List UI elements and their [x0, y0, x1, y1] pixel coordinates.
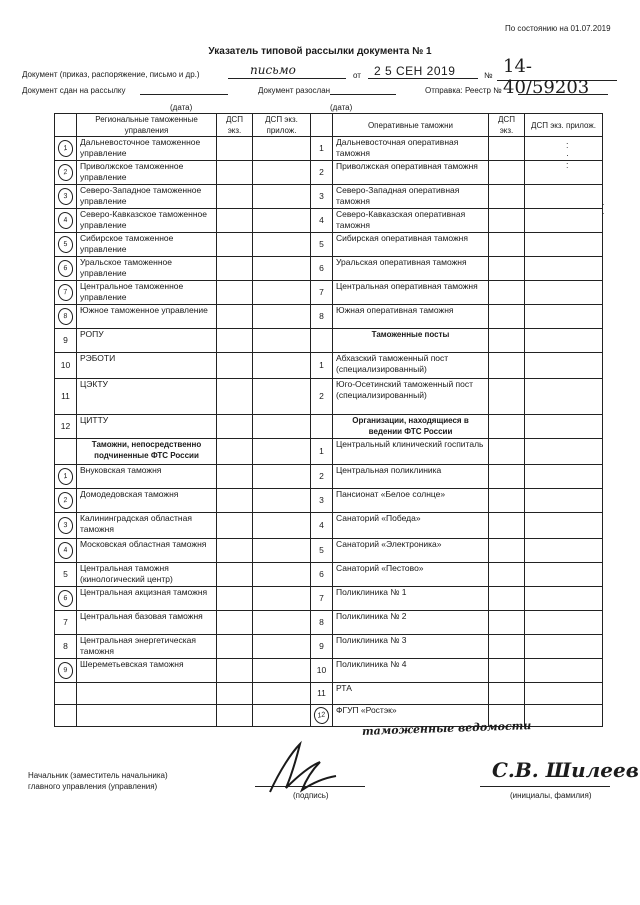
row-number: 2 — [319, 471, 324, 481]
row-number: 3 — [319, 191, 324, 201]
right-row-number — [311, 659, 333, 683]
left-dsp-copies — [217, 683, 253, 705]
right-recipient: Юго-Осетинский таможенный пост (специализированный) — [333, 379, 489, 415]
table-row — [55, 539, 603, 563]
right-recipient: Санаторий «Победа» — [333, 513, 489, 539]
left-row-number — [55, 465, 77, 489]
left-dsp-attachments — [253, 489, 311, 513]
row-number: 6 — [319, 569, 324, 579]
row-number: 10 — [60, 360, 71, 370]
left-recipient — [77, 683, 217, 705]
left-recipient: Северо-Западное таможенное управление — [77, 185, 217, 209]
left-row-number — [55, 563, 77, 587]
right-row-number — [311, 587, 333, 611]
left-row-number — [55, 185, 77, 209]
right-dsp-attachments — [525, 233, 603, 257]
row-number: 8 — [63, 641, 68, 651]
right-dsp-copies — [489, 659, 525, 683]
right-dsp-copies — [489, 137, 525, 161]
right-row-number — [311, 353, 333, 379]
right-dsp-attachments — [525, 353, 603, 379]
left-dsp-copies — [217, 353, 253, 379]
right-dsp-attachments — [525, 281, 603, 305]
left-row-number — [55, 353, 77, 379]
table-row — [55, 587, 603, 611]
left-recipient: Южное таможенное управление — [77, 305, 217, 329]
row-number: 2 — [319, 391, 324, 401]
left-dsp-copies — [217, 281, 253, 305]
left-recipient: Центральное таможенное управление — [77, 281, 217, 305]
left-dsp-copies — [217, 489, 253, 513]
left-recipient: Центральная базовая таможня — [77, 611, 217, 635]
right-row-number — [311, 185, 333, 209]
circled-number: 6 — [56, 259, 74, 279]
row-number: 7 — [63, 617, 68, 627]
row-number: 8 — [319, 617, 324, 627]
left-recipient: Центральная энергетическая таможня — [77, 635, 217, 659]
header-dsp-left: ДСП экз. — [217, 114, 253, 137]
left-dsp-copies — [217, 439, 253, 465]
left-dsp-attachments — [253, 257, 311, 281]
row-number: 9 — [319, 641, 324, 651]
circled-number: 9 — [56, 661, 74, 681]
right-row-number — [311, 257, 333, 281]
right-dsp-copies — [489, 329, 525, 353]
right-dsp-attachments — [525, 705, 603, 727]
right-dsp-attachments — [525, 329, 603, 353]
left-row-number — [55, 379, 77, 415]
header-regional: Региональные таможенные управления — [77, 114, 217, 137]
left-dsp-copies — [217, 563, 253, 587]
left-dsp-copies — [217, 185, 253, 209]
left-dsp-copies — [217, 659, 253, 683]
right-row-number — [311, 683, 333, 705]
right-row-number — [311, 489, 333, 513]
right-dsp-copies — [489, 257, 525, 281]
left-recipient: Центральная таможня (кинологический центр) — [77, 563, 217, 587]
row-number: 11 — [317, 688, 326, 698]
register-number-field — [518, 83, 608, 95]
circled-number: 1 — [56, 139, 74, 159]
left-dsp-attachments — [253, 439, 311, 465]
right-recipient: Приволжская оперативная таможня — [333, 161, 489, 185]
left-dsp-attachments — [253, 379, 311, 415]
left-dsp-copies — [217, 305, 253, 329]
right-dsp-attachments — [525, 415, 603, 439]
left-dsp-copies — [217, 415, 253, 439]
left-dsp-attachments — [253, 209, 311, 233]
table-row — [55, 439, 603, 465]
table-row — [55, 353, 603, 379]
distributed-date-field — [330, 83, 396, 95]
left-dsp-copies — [217, 513, 253, 539]
table-row — [55, 209, 603, 233]
right-dsp-copies — [489, 209, 525, 233]
left-dsp-attachments — [253, 705, 311, 727]
right-row-number — [311, 705, 333, 727]
header-dsp-right: ДСП экз. — [489, 114, 525, 137]
edge-marks: · · — [602, 200, 606, 218]
left-dsp-attachments — [253, 539, 311, 563]
right-dsp-copies — [489, 465, 525, 489]
right-row-number — [311, 415, 333, 439]
left-row-number — [55, 587, 77, 611]
left-row-number — [55, 233, 77, 257]
right-recipient: Санаторий «Пестово» — [333, 563, 489, 587]
table-row — [55, 329, 603, 353]
number-field — [497, 56, 617, 98]
row-number: 6 — [319, 263, 324, 273]
left-dsp-attachments — [253, 329, 311, 353]
table-row — [55, 305, 603, 329]
right-dsp-attachments — [525, 137, 603, 161]
circled-number: 4 — [56, 211, 74, 231]
left-dsp-copies — [217, 233, 253, 257]
right-dsp-attachments — [525, 209, 603, 233]
doc-number-handwritten: 14-40/59203 — [503, 56, 590, 98]
left-dsp-copies — [217, 161, 253, 185]
right-dsp-attachments — [525, 539, 603, 563]
left-recipient: Калининградская областная таможня — [77, 513, 217, 539]
row-number: 7 — [319, 593, 324, 603]
left-recipient: Уральское таможенное управление — [77, 257, 217, 281]
dispatch-label: Отправка: Реестр № — [425, 86, 502, 95]
left-row-number — [55, 635, 77, 659]
right-dsp-attachments — [525, 465, 603, 489]
header-dsp-att-right: ДСП экз. прилож. — [525, 114, 603, 137]
left-row-number — [55, 161, 77, 185]
right-dsp-attachments — [525, 611, 603, 635]
circled-number: 3 — [56, 187, 74, 207]
table-row — [55, 513, 603, 539]
row-number: 7 — [319, 287, 324, 297]
circled-number: 8 — [56, 307, 74, 327]
right-recipient: Санаторий «Электроника» — [333, 539, 489, 563]
from-label: от — [353, 71, 361, 80]
left-row-number — [55, 257, 77, 281]
right-recipient: Уральская оперативная таможня — [333, 257, 489, 281]
left-dsp-attachments — [253, 281, 311, 305]
right-recipient: Таможенные посты — [333, 329, 489, 353]
table-row — [55, 659, 603, 683]
right-row-number — [311, 329, 333, 353]
position-line-2: главного управления (управления) — [28, 782, 158, 791]
circled-number: 2 — [56, 491, 74, 511]
distribution-table — [54, 113, 603, 727]
row-number: 4 — [319, 520, 324, 530]
right-dsp-copies — [489, 539, 525, 563]
doc-type-handwritten: письмо — [250, 63, 296, 77]
left-recipient: Домодедовская таможня — [77, 489, 217, 513]
circled-number: 3 — [56, 516, 74, 536]
circled-number: 2 — [56, 163, 74, 183]
right-row-number — [311, 513, 333, 539]
right-row-number — [311, 635, 333, 659]
right-recipient: Абхазский таможенный пост (специализированный) — [333, 353, 489, 379]
signature-mark — [262, 740, 342, 798]
row-number: 4 — [319, 215, 324, 225]
left-dsp-copies — [217, 465, 253, 489]
left-dsp-attachments — [253, 513, 311, 539]
left-recipient: Сибирское таможенное управление — [77, 233, 217, 257]
table-row — [55, 379, 603, 415]
circled-number: 4 — [56, 541, 74, 561]
left-dsp-attachments — [253, 137, 311, 161]
right-dsp-attachments — [525, 439, 603, 465]
header-dsp-att-left: ДСП экз. прилож. — [253, 114, 311, 137]
row-number: 2 — [319, 167, 324, 177]
right-dsp-attachments — [525, 513, 603, 539]
row-number: 3 — [319, 495, 324, 505]
sent-date-caption: (дата) — [170, 103, 193, 112]
right-dsp-copies — [489, 305, 525, 329]
right-row-number — [311, 281, 333, 305]
left-recipient: Дальневосточное таможенное управление — [77, 137, 217, 161]
circled-number: 1 — [56, 467, 74, 487]
left-row-number — [55, 329, 77, 353]
row-number: 5 — [319, 239, 324, 249]
left-dsp-copies — [217, 137, 253, 161]
left-recipient: Шереметьевская таможня — [77, 659, 217, 683]
right-dsp-copies — [489, 353, 525, 379]
right-row-number — [311, 305, 333, 329]
header-num-right — [311, 114, 333, 137]
left-recipient: РЭБОТИ — [77, 353, 217, 379]
document-title: Указатель типовой рассылки документа № 1 — [208, 46, 432, 57]
header-operative: Оперативные таможни — [333, 114, 489, 137]
table-row — [55, 465, 603, 489]
left-dsp-attachments — [253, 185, 311, 209]
right-recipient: Поликлиника № 2 — [333, 611, 489, 635]
right-row-number — [311, 161, 333, 185]
distributed-label: Документ разослан — [258, 86, 331, 95]
circled-number: 7 — [56, 283, 74, 303]
right-dsp-copies — [489, 185, 525, 209]
table-row — [55, 281, 603, 305]
right-dsp-attachments — [525, 489, 603, 513]
left-recipient — [77, 705, 217, 727]
right-dsp-copies — [489, 439, 525, 465]
right-recipient: Северо-Западная оперативная таможня — [333, 185, 489, 209]
right-dsp-copies — [489, 281, 525, 305]
left-dsp-copies — [217, 635, 253, 659]
number-label: № — [484, 71, 493, 80]
left-row-number — [55, 137, 77, 161]
left-row-number — [55, 705, 77, 727]
right-recipient: Организации, находящиеся в ведении ФТС России — [333, 415, 489, 439]
left-row-number — [55, 281, 77, 305]
right-dsp-copies — [489, 415, 525, 439]
right-dsp-attachments — [525, 305, 603, 329]
left-row-number — [55, 683, 77, 705]
right-dsp-attachments — [525, 587, 603, 611]
left-row-number — [55, 611, 77, 635]
right-row-number — [311, 611, 333, 635]
right-recipient: Центральный клинический госпиталь — [333, 439, 489, 465]
right-row-number — [311, 209, 333, 233]
left-dsp-copies — [217, 587, 253, 611]
left-dsp-attachments — [253, 563, 311, 587]
right-dsp-copies — [489, 379, 525, 415]
row-number: 5 — [319, 545, 324, 555]
right-recipient: Сибирская оперативная таможня — [333, 233, 489, 257]
right-dsp-copies — [489, 635, 525, 659]
header-num-left — [55, 114, 77, 137]
table-row — [55, 563, 603, 587]
doc-type-label: Документ (приказ, распоряжение, письмо и др.) — [22, 70, 200, 79]
left-dsp-attachments — [253, 415, 311, 439]
left-dsp-copies — [217, 329, 253, 353]
right-recipient: Поликлиника № 3 — [333, 635, 489, 659]
left-recipient: РОПУ — [77, 329, 217, 353]
right-dsp-attachments — [525, 635, 603, 659]
left-dsp-attachments — [253, 659, 311, 683]
left-row-number — [55, 305, 77, 329]
right-recipient: Пансионат «Белое солнце» — [333, 489, 489, 513]
left-row-number — [55, 415, 77, 439]
right-dsp-attachments — [525, 683, 603, 705]
table-row — [55, 233, 603, 257]
row-number: 8 — [319, 311, 324, 321]
left-row-number — [55, 513, 77, 539]
row-number: 5 — [63, 569, 68, 579]
right-row-number — [311, 233, 333, 257]
left-recipient: Приволжское таможенное управление — [77, 161, 217, 185]
left-recipient: Центральная акцизная таможня — [77, 587, 217, 611]
left-dsp-copies — [217, 209, 253, 233]
right-recipient: Центральная поликлиника — [333, 465, 489, 489]
left-recipient: Внуковская таможня — [77, 465, 217, 489]
left-recipient: ЦЭКТУ — [77, 379, 217, 415]
right-dsp-copies — [489, 513, 525, 539]
sent-label: Документ сдан на рассылку — [22, 86, 126, 95]
right-row-number — [311, 439, 333, 465]
table-body — [55, 137, 603, 727]
table-row — [55, 415, 603, 439]
left-recipient: Московская областная таможня — [77, 539, 217, 563]
right-dsp-copies — [489, 563, 525, 587]
circled-number: 12 — [312, 706, 330, 726]
left-row-number — [55, 659, 77, 683]
row-number: 10 — [316, 665, 327, 675]
right-row-number — [311, 465, 333, 489]
row-number: 9 — [63, 335, 68, 345]
right-dsp-attachments — [525, 379, 603, 415]
table-row — [55, 185, 603, 209]
left-dsp-attachments — [253, 233, 311, 257]
right-dsp-attachments — [525, 161, 603, 185]
left-dsp-attachments — [253, 683, 311, 705]
table-row — [55, 257, 603, 281]
right-dsp-attachments — [525, 563, 603, 587]
table-row — [55, 611, 603, 635]
row-number: 1 — [319, 360, 324, 370]
circled-number: 6 — [56, 589, 74, 609]
right-dsp-copies — [489, 161, 525, 185]
right-dsp-attachments — [525, 257, 603, 281]
right-recipient: ФГУП «Ростэк» — [333, 705, 489, 727]
doc-type-field — [228, 63, 346, 79]
row-number: 12 — [60, 421, 71, 431]
table-row — [55, 635, 603, 659]
right-recipient: Южная оперативная таможня — [333, 305, 489, 329]
date-field — [368, 66, 478, 79]
left-dsp-copies — [217, 611, 253, 635]
distributed-date-caption: (дата) — [330, 103, 353, 112]
right-dsp-attachments — [525, 185, 603, 209]
right-recipient: Поликлиника № 1 — [333, 587, 489, 611]
right-row-number — [311, 563, 333, 587]
name-handwritten: С.В. Шилеев — [492, 758, 639, 782]
left-dsp-copies — [217, 379, 253, 415]
left-dsp-attachments — [253, 465, 311, 489]
right-row-number — [311, 379, 333, 415]
left-dsp-attachments — [253, 587, 311, 611]
right-recipient: Северо-Кавказская оперативная таможня — [333, 209, 489, 233]
tick-marks: : · : — [566, 140, 570, 170]
table-row — [55, 683, 603, 705]
left-row-number — [55, 489, 77, 513]
left-row-number — [55, 439, 77, 465]
right-row-number — [311, 137, 333, 161]
right-recipient: Центральная оперативная таможня — [333, 281, 489, 305]
signature-caption: (подпись) — [293, 791, 329, 800]
left-dsp-attachments — [253, 353, 311, 379]
right-dsp-attachments — [525, 659, 603, 683]
circled-number: 5 — [56, 235, 74, 255]
right-recipient: Поликлиника № 4 — [333, 659, 489, 683]
date-stamp: 2 5 СЕН 2019 — [374, 64, 456, 78]
row-number: 1 — [319, 143, 324, 153]
left-row-number — [55, 539, 77, 563]
right-dsp-copies — [489, 587, 525, 611]
position-line-1: Начальник (заместитель начальника) — [28, 771, 168, 780]
name-caption: (инициалы, фамилия) — [510, 791, 592, 800]
status-date: По состоянию на 01.07.2019 — [505, 24, 611, 33]
table-header-row — [55, 114, 603, 137]
right-dsp-copies — [489, 611, 525, 635]
right-dsp-copies — [489, 233, 525, 257]
left-recipient: Таможни, непосредственно подчиненные ФТС России — [77, 439, 217, 465]
sent-date-field — [140, 83, 228, 95]
right-row-number — [311, 539, 333, 563]
left-dsp-attachments — [253, 305, 311, 329]
left-dsp-attachments — [253, 161, 311, 185]
left-recipient: ЦИТТУ — [77, 415, 217, 439]
left-dsp-attachments — [253, 635, 311, 659]
handwritten-note: таможенные ведомости — [361, 719, 532, 738]
left-dsp-copies — [217, 257, 253, 281]
left-dsp-copies — [217, 539, 253, 563]
left-recipient: Северо-Кавказское таможенное управление — [77, 209, 217, 233]
right-dsp-copies — [489, 489, 525, 513]
table-row — [55, 161, 603, 185]
left-row-number — [55, 209, 77, 233]
table-row — [55, 137, 603, 161]
right-dsp-copies — [489, 683, 525, 705]
table-row — [55, 489, 603, 513]
row-number: 11 — [61, 391, 70, 401]
name-line — [480, 785, 610, 787]
left-dsp-copies — [217, 705, 253, 727]
right-recipient: РТА — [333, 683, 489, 705]
row-number: 1 — [319, 446, 324, 456]
left-dsp-attachments — [253, 611, 311, 635]
right-recipient: Дальневосточная оперативная таможня — [333, 137, 489, 161]
